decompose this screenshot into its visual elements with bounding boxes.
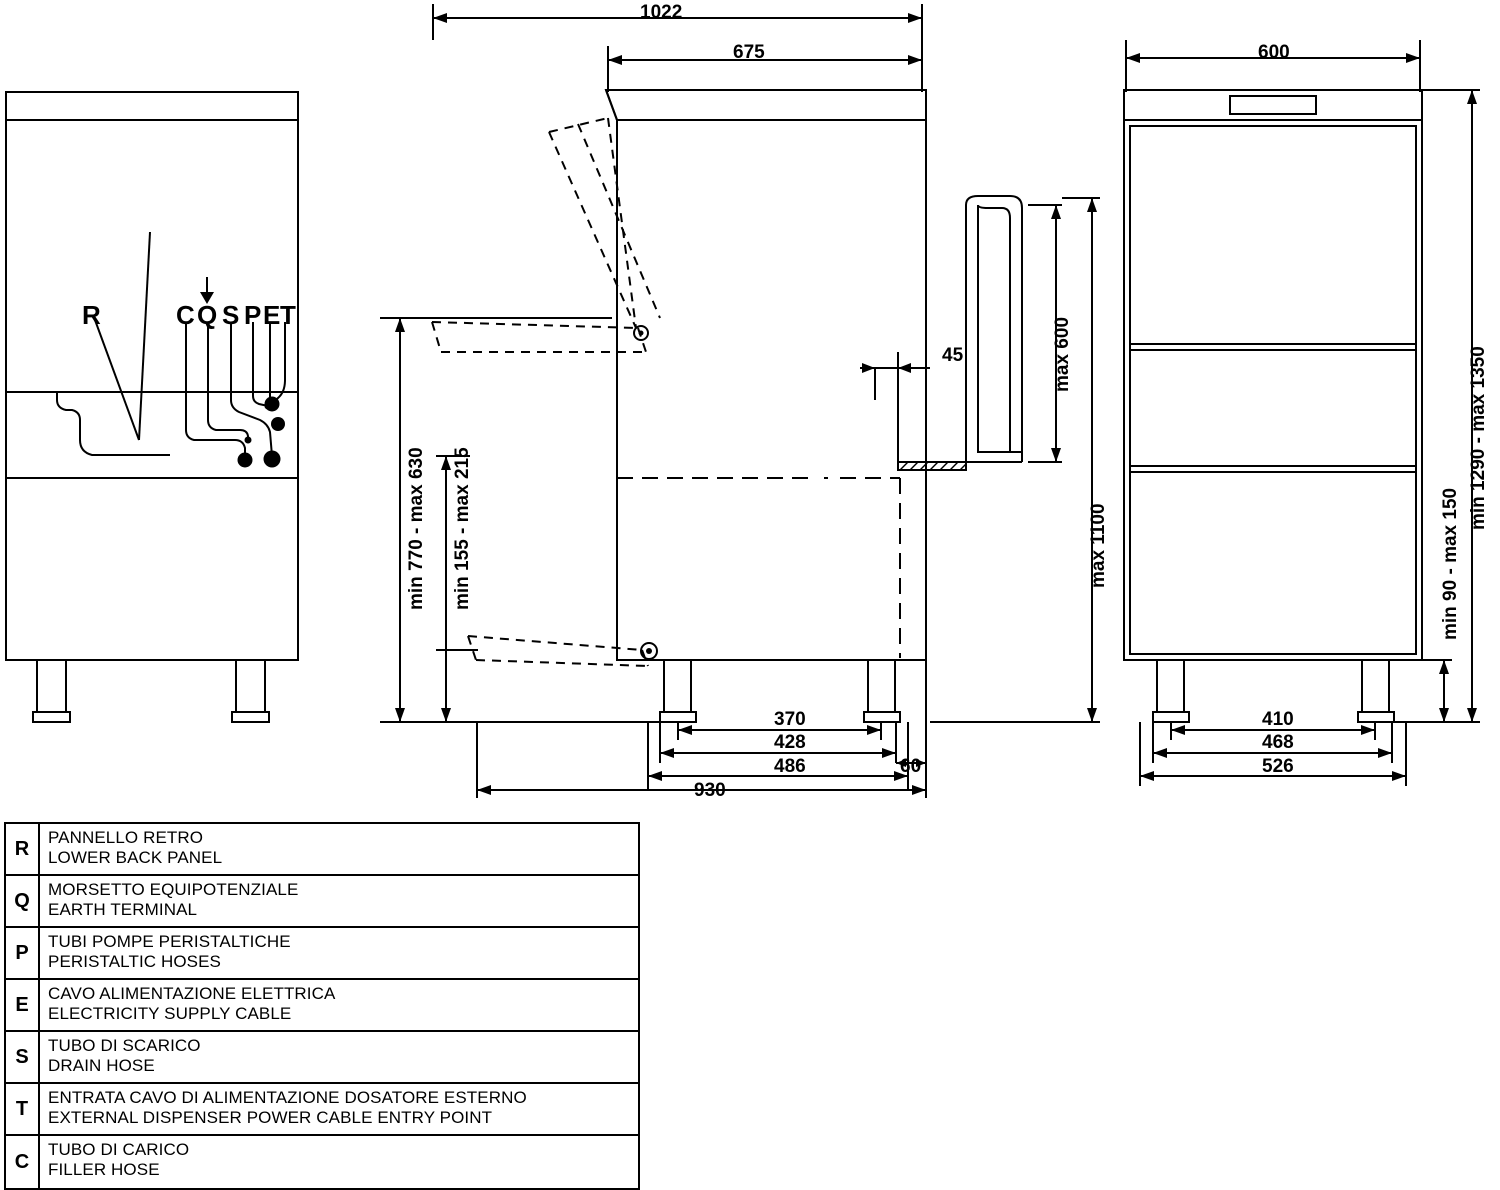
dim-min90-max150: min 90 - max 150 bbox=[1440, 487, 1461, 640]
legend-key: C bbox=[6, 1136, 40, 1188]
legend-text-en: PERISTALTIC HOSES bbox=[48, 952, 221, 972]
dim-468: 468 bbox=[1262, 732, 1294, 753]
legend-row bbox=[6, 824, 638, 876]
dim-930: 930 bbox=[694, 780, 726, 801]
legend-row bbox=[6, 1032, 638, 1084]
legend-row bbox=[6, 980, 638, 1032]
legend-text bbox=[40, 1084, 638, 1134]
legend-text-en: ELECTRICITY SUPPLY CABLE bbox=[48, 1004, 292, 1024]
legend-text-en: EARTH TERMINAL bbox=[48, 900, 198, 920]
legend-text-it: TUBO DI SCARICO bbox=[48, 1036, 201, 1055]
legend-text-it: MORSETTO EQUIPOTENZIALE bbox=[48, 880, 299, 899]
legend-text-en: FILLER HOSE bbox=[48, 1160, 160, 1180]
label-S: S bbox=[222, 300, 240, 330]
label-T: T bbox=[280, 300, 296, 330]
label-C: C bbox=[176, 300, 195, 330]
dim-526: 526 bbox=[1262, 756, 1294, 777]
dim-410: 410 bbox=[1262, 709, 1294, 730]
dim-45: 45 bbox=[942, 345, 964, 366]
legend-text bbox=[40, 980, 638, 1030]
legend-key: T bbox=[6, 1084, 40, 1134]
dim-min1290-max1350: min 1290 - max 1350 bbox=[1468, 346, 1489, 530]
legend-text bbox=[40, 1032, 638, 1082]
legend-text bbox=[40, 928, 638, 978]
legend-key: R bbox=[6, 824, 40, 874]
legend-text bbox=[40, 824, 638, 874]
legend-text-it: PANNELLO RETRO bbox=[48, 828, 204, 847]
label-E: E bbox=[263, 300, 281, 330]
legend-text-it: TUBO DI CARICO bbox=[48, 1140, 190, 1159]
legend-text-en: EXTERNAL DISPENSER POWER CABLE ENTRY POINT bbox=[48, 1108, 493, 1128]
legend-text bbox=[40, 1136, 638, 1188]
label-P: P bbox=[244, 300, 262, 330]
legend-key: E bbox=[6, 980, 40, 1030]
legend-row bbox=[6, 1084, 638, 1136]
legend-key: P bbox=[6, 928, 40, 978]
legend-table bbox=[4, 822, 640, 1190]
legend-text-it: CAVO ALIMENTAZIONE ELETTRICA bbox=[48, 984, 336, 1003]
dim-675: 675 bbox=[733, 42, 765, 63]
dim-1022: 1022 bbox=[640, 2, 683, 23]
dim-min155-max215: min 155 - max 215 bbox=[452, 447, 473, 610]
label-Q: Q bbox=[197, 300, 218, 330]
legend-text-it: TUBI POMPE PERISTALTICHE bbox=[48, 932, 291, 951]
dim-60: 60 bbox=[900, 756, 922, 777]
legend-text bbox=[40, 876, 638, 926]
front-view bbox=[1124, 40, 1480, 786]
legend-text-en: LOWER BACK PANEL bbox=[48, 848, 223, 868]
dim-486: 486 bbox=[774, 756, 806, 777]
legend-text-en: DRAIN HOSE bbox=[48, 1056, 155, 1076]
dim-min770-max630: min 770 - max 630 bbox=[406, 447, 427, 610]
back-panel-view bbox=[6, 92, 298, 722]
legend-text-it: ENTRATA CAVO DI ALIMENTAZIONE DOSATORE ESTERNO bbox=[48, 1088, 527, 1107]
dim-370: 370 bbox=[774, 709, 806, 730]
legend-row bbox=[6, 1136, 638, 1188]
dim-max600: max 600 bbox=[1052, 316, 1073, 392]
dim-428: 428 bbox=[774, 732, 806, 753]
legend-row bbox=[6, 928, 638, 980]
legend-key: Q bbox=[6, 876, 40, 926]
legend-row bbox=[6, 876, 638, 928]
legend-key: S bbox=[6, 1032, 40, 1082]
dim-max1100: max 1100 bbox=[1088, 503, 1109, 588]
side-view bbox=[380, 4, 1100, 798]
label-R: R bbox=[82, 300, 101, 330]
dim-600: 600 bbox=[1258, 42, 1290, 63]
